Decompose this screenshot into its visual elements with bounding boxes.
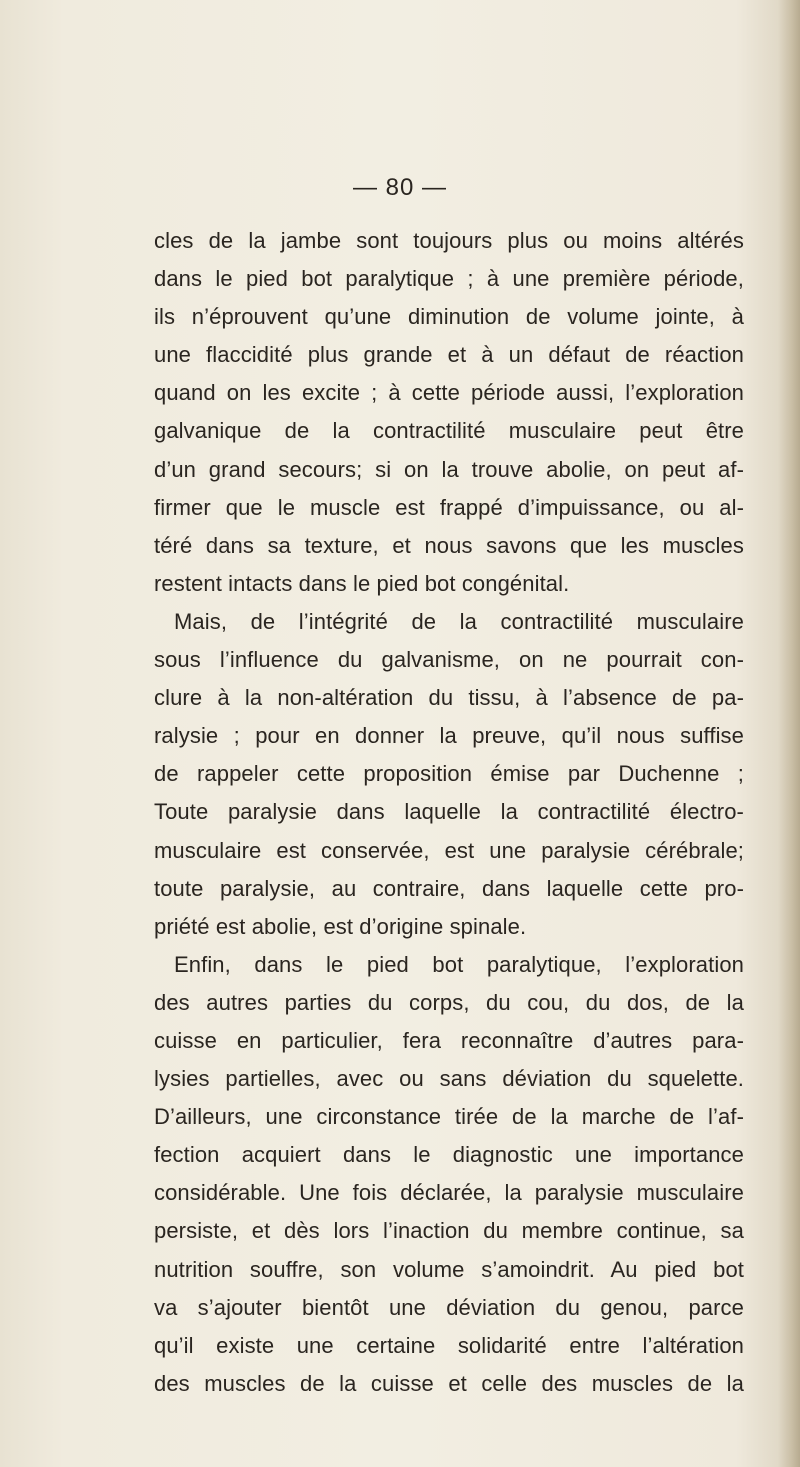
text-line: galvanique de la contractilité musculaire peut être [154,418,744,444]
text-line: cuisse en particulier, fera reconnaître d’autres para- [154,1027,744,1053]
text-line: quand on les excite ; à cette période aussi, l’exploration [154,380,744,406]
text-line: fection acquiert dans le diagnostic une importance [154,1142,744,1168]
paragraph-end-line: priété est abolie, est d’origine spinale. [154,913,527,939]
text-line: cles de la jambe sont toujours plus ou moins altérés [154,228,744,253]
text-line: d’un grand secours; si on la trouve abolie, on peut af- [154,456,744,482]
text-line: une flaccidité plus grande et à un défaut de réaction [154,342,744,368]
text-line: persiste, et dès lors l’inaction du membre continue, sa [154,1218,744,1244]
text-line: dans le pied bot paralytique ; à une première période, [154,266,744,292]
paragraph-end-line: restent intacts dans le pied bot congénital. [154,570,570,596]
text-line: considérable. Une fois déclarée, la paralysie musculaire [154,1180,744,1206]
text-line: nutrition souffre, son volume s’amoindrit. Au pied bot [154,1256,744,1282]
text-line: sous l’influence du galvanisme, on ne pourrait con- [154,647,744,673]
text-line: ils n’éprouvent qu’une diminution de volume jointe, à [154,304,744,330]
text-line: firmer que le muscle est frappé d’impuissance, ou al- [154,494,744,520]
page-number: — 80 — [352,174,448,201]
text-line: qu’il existe une certaine solidarité entre l’altération [154,1332,744,1358]
text-line: téré dans sa texture, et nous savons que les muscles [154,532,744,558]
page-edge-shadow [778,0,800,1467]
text-line: Toute paralysie dans laquelle la contractilité électro- [154,799,744,825]
text-line: va s’ajouter bientôt une déviation du genou, parce [154,1294,744,1320]
text-line: des autres parties du corps, du cou, du dos, de la [154,989,744,1015]
text-line: des muscles de la cuisse et celle des muscles de la [154,1370,744,1396]
text-line: toute paralysie, au contraire, dans laquelle cette pro- [154,875,744,901]
text-line: musculaire est conservée, est une paralysie cérébrale; [154,837,744,863]
text-line: de rappeler cette proposition émise par Duchenne ; [154,761,744,787]
text-line: clure à la non-altération du tissu, à l’absence de pa- [154,685,744,711]
text-line: ralysie ; pour en donner la preuve, qu’il nous suffise [154,723,744,749]
text-line: lysies partielles, avec ou sans déviation du squelette. [154,1066,744,1092]
body-text [154,222,744,1403]
text-line: D’ailleurs, une circonstance tirée de la marche de l’af- [154,1104,744,1130]
paragraph-start-line: Mais, de l’intégrité de la contractilité musculaire [174,608,744,634]
paragraph-start-line: Enfin, dans le pied bot paralytique, l’exploration [174,951,744,977]
